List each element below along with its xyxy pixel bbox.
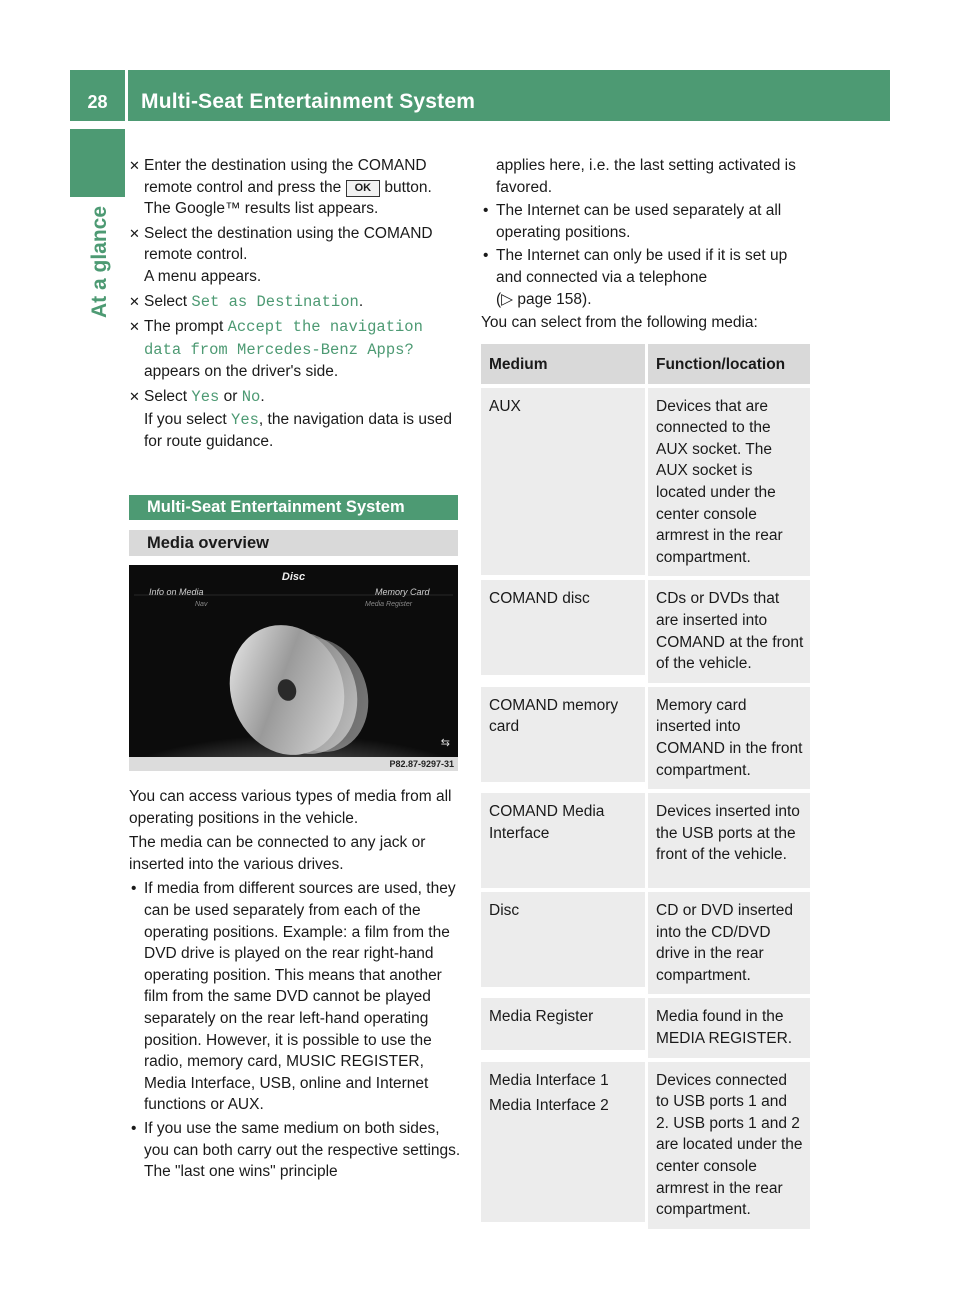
subsection-title: Media overview (129, 530, 458, 556)
page-title: Multi-Seat Entertainment System (141, 90, 476, 113)
photo-disc-label: Disc (281, 571, 306, 583)
cell-function: CDs or DVDs that are inserted into COMAND at the front of the vehicle. (645, 580, 810, 682)
bullet-icon: • (483, 247, 489, 265)
cell-function: Media found in the MEDIA REGISTER. (645, 998, 810, 1057)
display-text-accept-prompt: Accept the navigation data from Mercedes-Benz Apps? (144, 318, 423, 359)
photo-right-label: Memory Card (375, 587, 430, 597)
display-text-no: No (241, 387, 261, 406)
ok-button-icon: OK (346, 180, 381, 197)
cell-function: Memory card inserted into COMAND in the front compartment. (645, 687, 810, 789)
step-arrow-icon: ✕ (129, 319, 140, 335)
photo-left-label: Info on Media (149, 587, 204, 597)
display-text-yes: Yes (231, 410, 259, 429)
step-set-destination: ✕ Select Set as Destination. (129, 292, 364, 311)
right-body (481, 155, 813, 334)
page-number: 28 (87, 92, 108, 112)
cell-medium: Media Interface 1 Media Interface 2 (481, 1062, 645, 1222)
page-reference[interactable]: (▷ page 158). (496, 290, 592, 308)
back-icon: ⇆ (440, 737, 450, 749)
paragraph: You can access various types of media from all operating positions in the vehicle. (129, 788, 452, 827)
side-tab-label: At a glance (88, 205, 111, 318)
display-text-set-as-destination: Set as Destination (191, 292, 359, 311)
step-select-yes-no: ✕ Select Yes or No. If you select Yes, the navigation data is used for route guidance. (129, 387, 452, 451)
side-tab (70, 200, 125, 330)
step-enter-destination: ✕ Enter the destination using the COMAND remote control and press the OK button. The Google™ results list appears. (129, 155, 461, 220)
step-arrow-icon: ✕ (129, 293, 140, 309)
list-item: • If you use the same medium on both sides, you can both carry out the respective settings. The "last one wins" principle (131, 1119, 461, 1181)
table-row (481, 384, 810, 577)
cell-medium: AUX (481, 388, 645, 575)
table-intro: You can select from the following media: (481, 314, 758, 332)
list-item: • The Internet can be used separately at all operating positions. (483, 202, 782, 241)
step-result: A menu appears. (144, 267, 262, 285)
photo-right-sub: Media Register (365, 601, 413, 608)
cell-medium: COMAND disc (481, 580, 645, 675)
page-header (128, 70, 890, 121)
table-row (481, 994, 810, 1057)
left-body (129, 786, 461, 1185)
side-tab-block (70, 129, 125, 197)
media-screen-photo (129, 565, 458, 771)
list-item: • If media from different sources are used, they can be used separately from each of the operating positions. Example: a film from the DVD drive is played on the rear right-hand operating position. This means that another film from the same DVD cannot be played separately on the rear left-hand operating position. However, it is possible to use the radio, memory card, MUSIC REGISTER, Media Interface, USB, online and Internet functions or AUX. (131, 880, 456, 1114)
bullet-icon: • (131, 880, 137, 898)
media-table (481, 344, 810, 1229)
list-item: • The Internet can only be used if it is set up and connected via a telephone (▷ page 158). (481, 245, 813, 310)
step-arrow-icon: ✕ (129, 225, 140, 241)
cell-function: Devices that are connected to the AUX socket. The AUX socket is located under the center console armrest in the rear compartment. (645, 388, 810, 577)
cell-medium: Media Register (481, 998, 645, 1050)
page-number-box (70, 70, 125, 121)
cell-medium: COMAND memory card (481, 687, 645, 782)
table-row (481, 789, 810, 888)
column-header-medium: Medium (481, 344, 645, 384)
photo-left-sub: Nav (195, 601, 208, 608)
continued-text: applies here, i.e. the last setting activated is favored. (496, 157, 796, 196)
cell-function: Devices connected to USB ports 1 and 2. USB ports 1 and 2 are located under the center console armrest in the rear compartment. (645, 1062, 810, 1229)
table-row (481, 683, 810, 789)
table-row (481, 888, 810, 994)
paragraph: The media can be connected to any jack or inserted into the various drives. (129, 834, 426, 873)
step-prompt: ✕ The prompt Accept the navigation data from Mercedes-Benz Apps? appears on the driver's side. (129, 318, 423, 381)
cell-function: CD or DVD inserted into the CD/DVD drive in the rear compartment. (645, 892, 810, 994)
bullet-icon: • (131, 1119, 137, 1137)
step-select-destination: ✕ Select the destination using the COMAND remote control. A menu appears. (129, 223, 461, 288)
cell-function: Devices inserted into the USB ports at the front of the vehicle. (645, 793, 810, 888)
column-header-function: Function/location (645, 344, 810, 384)
step-arrow-icon: ✕ (129, 158, 140, 173)
cell-medium: Disc (481, 892, 645, 987)
table-row (481, 576, 810, 682)
table-header-row (481, 344, 810, 384)
step-arrow-icon: ✕ (129, 388, 140, 404)
left-steps (129, 155, 461, 456)
bullet-icon: • (483, 202, 489, 220)
step-result: The Google™ results list appears. (144, 200, 379, 218)
cell-medium: COMAND Media Interface (481, 793, 645, 888)
section-title: Multi-Seat Entertainment System (129, 495, 458, 520)
photo-code: P82.87-9297-31 (129, 757, 458, 771)
table-row (481, 1058, 810, 1229)
display-text-yes: Yes (191, 387, 220, 406)
